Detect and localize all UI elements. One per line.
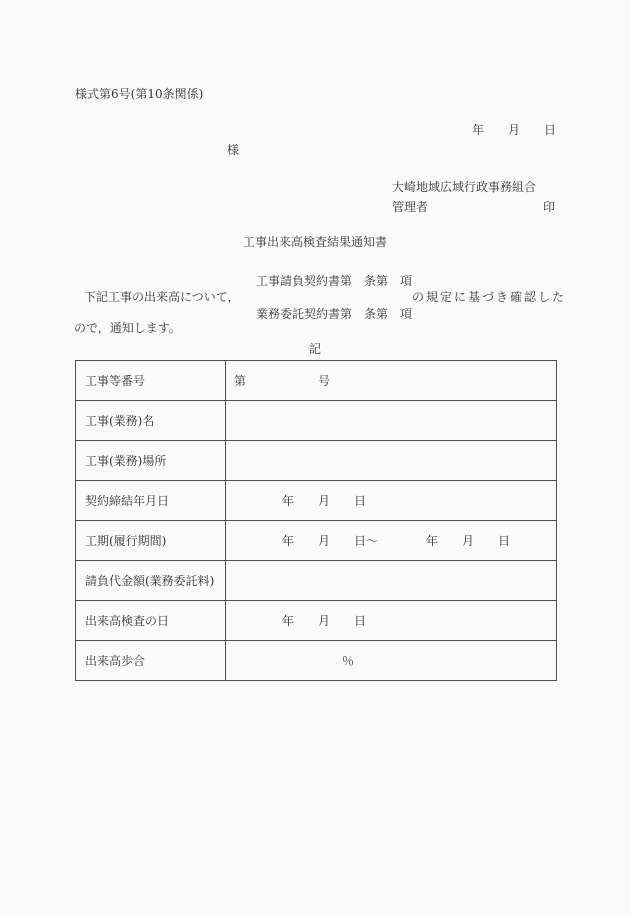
row-value: ％: [226, 641, 557, 681]
row-label: 出来高歩合: [76, 641, 226, 681]
row-value: 第 号: [226, 361, 557, 401]
table-row: [76, 481, 557, 521]
row-value: [226, 561, 557, 601]
row-value: 年 月 日: [226, 481, 557, 521]
row-value: [226, 401, 557, 441]
manager-label: 管理者: [392, 200, 429, 214]
table-row: [76, 401, 557, 441]
table-row: [76, 361, 557, 401]
row-label: 工事(業務)場所: [76, 441, 226, 481]
row-value: 年 月 日: [226, 601, 557, 641]
row-label: 請負代金額(業務委託料): [76, 561, 226, 601]
row-label: 工事等番号: [76, 361, 226, 401]
record-label: 記: [308, 342, 321, 356]
addressee-suffix: 様: [227, 143, 240, 157]
contract-clause-consignment: 業務委託契約書第 条第 項: [256, 307, 413, 321]
organization-name: 大崎地域広域行政事務組合: [392, 180, 537, 194]
row-label: 出来高検査の日: [76, 601, 226, 641]
row-value: 年 月 日～ 年 月 日: [226, 521, 557, 561]
body-closing: ので，通知します。: [74, 321, 181, 335]
contract-clause-construction: 工事請負契約書第 条第 項: [256, 274, 413, 288]
details-table: [75, 360, 557, 681]
table-row: [76, 441, 557, 481]
body-intro-right: の規定に基づき確認した: [412, 290, 567, 304]
row-label: 契約締結年月日: [76, 481, 226, 521]
table-row: [76, 641, 557, 681]
table-row: [76, 601, 557, 641]
date-line: 年 月 日: [472, 123, 557, 137]
seal-mark: 印: [543, 200, 556, 214]
row-label: 工事(業務)名: [76, 401, 226, 441]
table-row: [76, 521, 557, 561]
body-intro-left: 下記工事の出来高について，: [84, 290, 240, 304]
row-value: [226, 441, 557, 481]
row-label: 工期(履行期間): [76, 521, 226, 561]
form-number: 様式第6号(第10条関係): [75, 87, 204, 101]
document-title: 工事出来高検査結果通知書: [242, 235, 387, 249]
table-row: [76, 561, 557, 601]
